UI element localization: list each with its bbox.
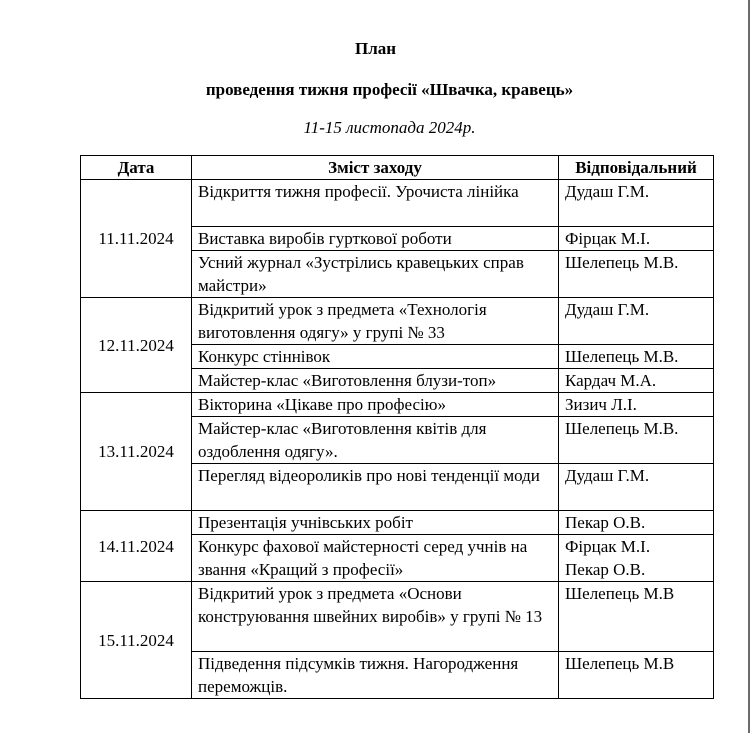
responsible-cell: Зизич Л.І. xyxy=(559,393,714,417)
responsible-cell xyxy=(559,535,714,582)
responsible-name: Фірцак М.І. xyxy=(565,537,651,556)
document-subtitle: проведення тижня професії «Швачка, кравець» xyxy=(205,80,574,99)
responsible-cell: Шелепець М.В. xyxy=(559,345,714,369)
date-cell: 14.11.2024 xyxy=(81,511,192,582)
event-cell: Підведення підсумків тижня. Нагородження переможців. xyxy=(192,652,559,699)
event-cell: Виставка виробів гурткової роботи xyxy=(192,227,559,251)
responsible-cell: Фірцак М.І. xyxy=(559,227,714,251)
event-cell: Вікторина «Цікаве про професію» xyxy=(192,393,559,417)
responsible-cell: Дудаш Г.М. xyxy=(559,180,714,227)
page-edge-divider xyxy=(748,0,750,733)
event-cell: Презентація учнівських робіт xyxy=(192,511,559,535)
responsible-cell: Шелепець М.В xyxy=(559,652,714,699)
responsible-cell: Шелепець М.В. xyxy=(559,417,714,464)
table-header-row xyxy=(81,156,714,180)
responsible-cell: Кардач М.А. xyxy=(559,369,714,393)
event-cell: Конкурс стіннівок xyxy=(192,345,559,369)
table-row xyxy=(81,511,714,535)
table-row xyxy=(81,180,714,227)
event-cell: Усний журнал «Зустрілись кравецьких справ майстри» xyxy=(192,251,559,298)
event-cell: Майстер-клас «Виготовлення квітів для оздоблення одягу». xyxy=(192,417,559,464)
header-event: Зміст заходу xyxy=(192,156,559,180)
table-row xyxy=(81,393,714,417)
header-date: Дата xyxy=(81,156,192,180)
event-cell: Майстер-клас «Виготовлення блузи-топ» xyxy=(192,369,559,393)
table-row xyxy=(81,582,714,652)
date-cell: 11.11.2024 xyxy=(81,180,192,298)
responsible-cell: Дудаш Г.М. xyxy=(559,464,714,511)
document-dates: 11-15 листопада 2024р. xyxy=(303,118,476,137)
event-cell: Перегляд відеороликів про нові тенденції моди xyxy=(192,464,559,511)
responsible-cell: Дудаш Г.М. xyxy=(559,298,714,345)
event-cell: Відкриття тижня професії. Урочиста лінійка xyxy=(192,180,559,227)
event-cell: Відкритий урок з предмета «Основи конструювання швейних виробів» у групі № 13 xyxy=(192,582,559,652)
event-cell: Відкритий урок з предмета «Технологія виготовлення одягу» у групі № 33 xyxy=(192,298,559,345)
document-title: План xyxy=(354,39,397,58)
schedule-table xyxy=(80,155,714,699)
responsible-cell: Шелепець М.В. xyxy=(559,251,714,298)
header-responsible: Відповідальний xyxy=(559,156,714,180)
table-row xyxy=(81,298,714,345)
responsible-cell: Шелепець М.В xyxy=(559,582,714,652)
responsible-cell: Пекар О.В. xyxy=(559,511,714,535)
date-cell: 12.11.2024 xyxy=(81,298,192,393)
responsible-name: Пекар О.В. xyxy=(565,560,646,579)
date-cell: 15.11.2024 xyxy=(81,582,192,699)
date-cell: 13.11.2024 xyxy=(81,393,192,511)
event-cell: Конкурс фахової майстерності серед учнів на звання «Кращий з професії» xyxy=(192,535,559,582)
